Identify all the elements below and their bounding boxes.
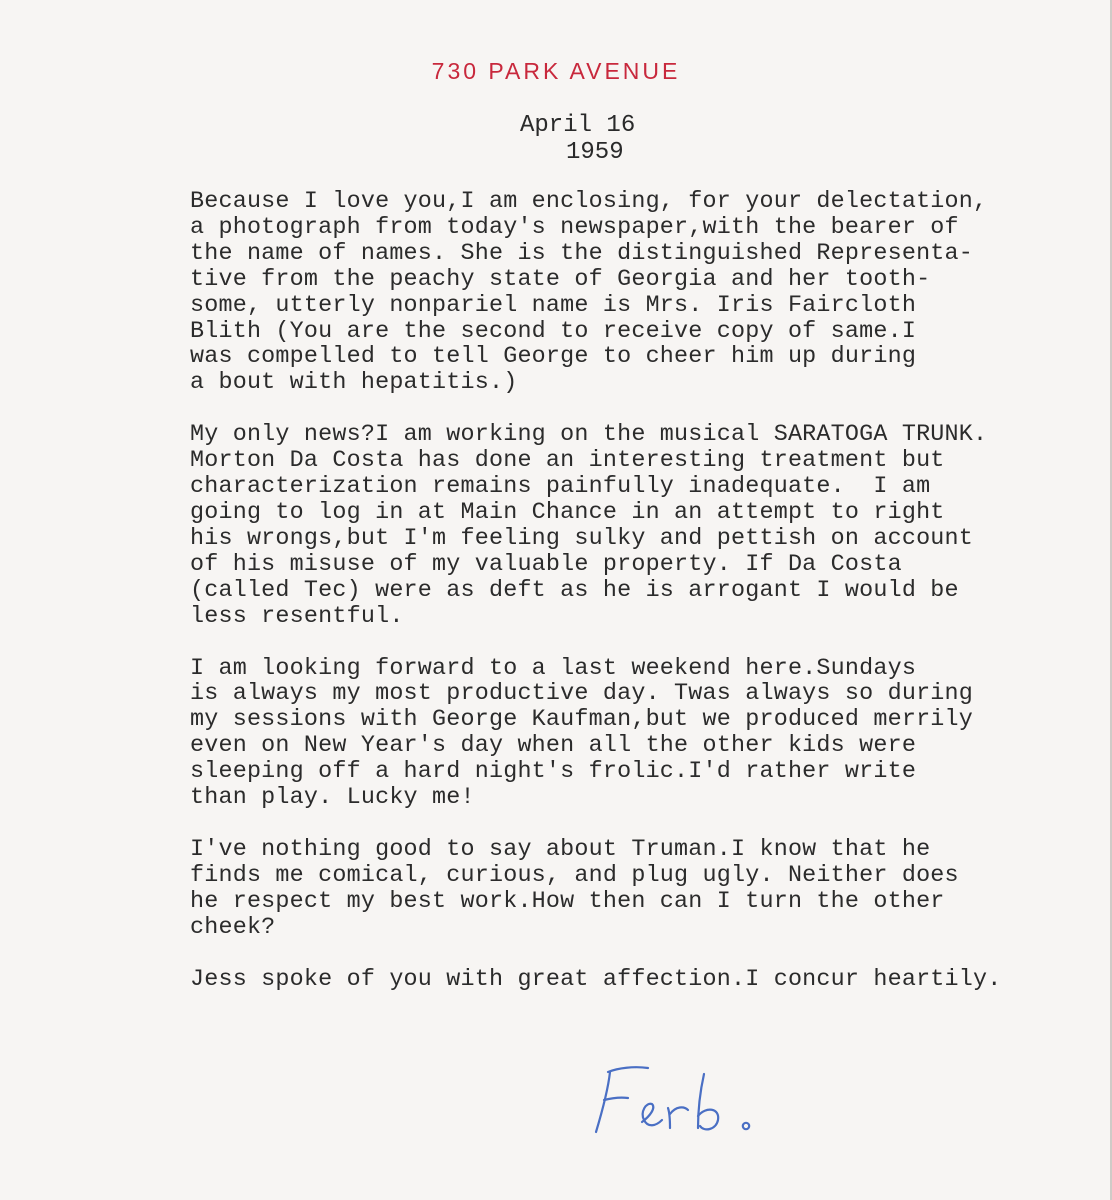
date-year: 1959 [566,139,624,166]
body-line: some, utterly nonpariel name is Mrs. Iris Faircloth [190,292,917,319]
body-line: was compelled to tell George to cheer him up during [190,344,917,371]
body-line: the name of names. She is the distinguished Representa- [190,240,974,267]
letter-body [190,190,1090,1019]
body-line: than play. Lucky me! [190,785,475,812]
body-line: characterization remains painfully inadequate. I am [190,474,931,501]
body-line: Morton Da Costa has done an interesting treatment but [190,448,945,475]
date-month-day: April 16 [520,112,636,139]
body-line: less resentful. [190,603,404,630]
body-line: my sessions with George Kaufman,but we produced merrily [190,707,974,734]
body-line: a bout with hepatitis.) [190,370,518,397]
paragraph-1 [190,190,1090,397]
body-line: of his misuse of my valuable property. If Da Costa [190,551,902,578]
body-line: tive from the peachy state of Georgia and her tooth- [190,266,931,293]
body-line: his wrongs,but I'm feeling sulky and pettish on account [190,525,974,552]
paragraph-2 [190,423,1090,630]
paragraph-4 [190,838,1090,942]
body-line: My only news?I am working on the musical SARATOGA TRUNK. [190,422,988,449]
body-line: he respect my best work.How then can I turn the other [190,888,945,915]
handwritten-signature [586,1050,786,1140]
body-line: a photograph from today's newspaper,with the bearer of [190,214,959,241]
body-line: even on New Year's day when all the other kids were [190,733,917,760]
letterhead-address: 730 PARK AVENUE [431,58,681,84]
body-line: cheek? [190,914,276,941]
body-line: is always my most productive day. Twas always so during [190,681,974,708]
body-line: (called Tec) were as deft as he is arrogant I would be [190,577,959,604]
body-line: sleeping off a hard night's frolic.I'd rather write [190,759,917,786]
body-line: Blith (You are the second to receive copy of same.I [190,318,917,345]
body-line: Jess spoke of you with great affection.I concur heartily. [190,966,1002,993]
body-line: I've nothing good to say about Truman.I know that he [190,836,931,863]
body-line: I am looking forward to a last weekend here.Sundays [190,655,917,682]
paragraph-5 [190,968,1090,994]
body-line: going to log in at Main Chance in an attempt to right [190,499,945,526]
paragraph-3 [190,657,1090,812]
body-line: finds me comical, curious, and plug ugly. Neither does [190,862,959,889]
body-line: Because I love you,I am enclosing, for your delectation, [190,189,988,215]
letter-date [520,112,635,166]
